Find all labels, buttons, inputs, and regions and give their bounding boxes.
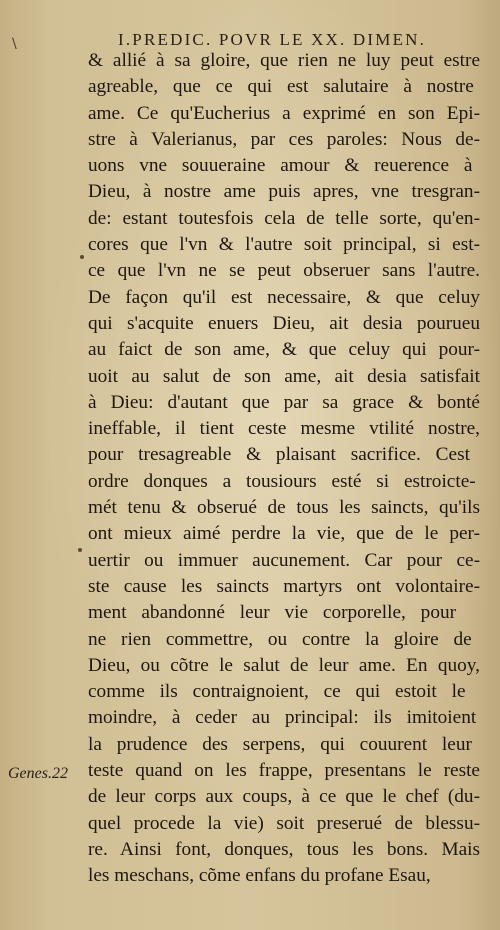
page-corner-mark: \: [12, 36, 17, 52]
text-line: teste quand on les frappe, presentans le reste: [88, 760, 480, 782]
text-line: à Dieu: d'autant que par sa grace & bonté: [88, 391, 480, 413]
text-line: au faict de son ame, & que celuy qui pour-: [88, 339, 480, 361]
margin-note: Genes.22: [8, 765, 68, 782]
text-line: & allié à sa gloire, que rien ne luy peut estre: [88, 50, 480, 71]
text-line: uons vne souueraine amour & reuerence à: [88, 155, 473, 177]
text-line: uertir ou immuer aucunement. Car pour ce-: [88, 549, 480, 571]
text-line: ne rien commettre, ou contre la gloire de: [88, 628, 472, 650]
text-line: de: estant toutesfois cela de telle sorte, qu'en-: [88, 207, 480, 229]
text-line: quel procede la vie) soit preserué de blessu-: [88, 812, 480, 834]
running-head: I.PREDIC. POVR LE XX. DIMEN.: [118, 30, 427, 49]
text-line: ment abandonné leur vie corporelle, pour: [88, 602, 457, 624]
text-line: ame. Ce qu'Eucherius a exprimé en son Epi-: [88, 102, 480, 124]
text-line: de leur corps aux coups, à ce que le chef (du-: [88, 786, 480, 808]
text-line: De façon qu'il est necessaire, & que celuy: [88, 286, 480, 308]
text-line: mét tenu & obserué de tous les saincts, qu'ils: [88, 497, 480, 519]
text-line: Dieu, ou cõtre le salut de leur ame. En quoy,: [88, 654, 480, 676]
text-line: comme ils contraignoient, ce qui estoit le: [88, 681, 466, 703]
body-text: [88, 48, 480, 890]
text-line: pour tresagreable & plaisant sacrifice. Cest: [88, 444, 470, 466]
text-line: ordre donques a tousiours esté si estroicte-: [88, 470, 476, 492]
ink-speck: [80, 255, 84, 259]
text-line: Dieu, à nostre ame puis apres, vne tresgran-: [88, 181, 480, 203]
text-line: ce que l'vn ne se peut obseruer sans l'autre.: [88, 260, 480, 282]
text-line: moindre, à ceder au principal: ils imitoient: [88, 707, 477, 729]
text-line: ineffable, il tient ceste mesme vtilité nostre,: [88, 418, 480, 440]
ink-speck: [78, 548, 82, 552]
text-line: uoit au salut de son ame, ait desia satisfait: [88, 365, 480, 387]
text-line: stre à Valerianus, par ces paroles: Nous de-: [88, 128, 480, 150]
text-line: re. Ainsi font, donques, tous les bons. Mais: [88, 838, 481, 860]
text-line: les meschans, cõme enfans du profane Esau,: [88, 865, 431, 887]
text-line: ste cause les saincts martyrs ont volontaire-: [88, 575, 480, 597]
text-line: agreable, que ce qui est salutaire à nostre: [88, 76, 474, 98]
text-line: la prudence des serpens, qui couurent leur: [88, 733, 472, 755]
text-line: ont mieux aimé perdre la vie, que de le per-: [88, 523, 480, 545]
text-line: cores que l'vn & l'autre soit principal, si est-: [88, 234, 480, 256]
text-line: qui s'acquite enuers Dieu, ait desia pourueu: [88, 312, 480, 334]
